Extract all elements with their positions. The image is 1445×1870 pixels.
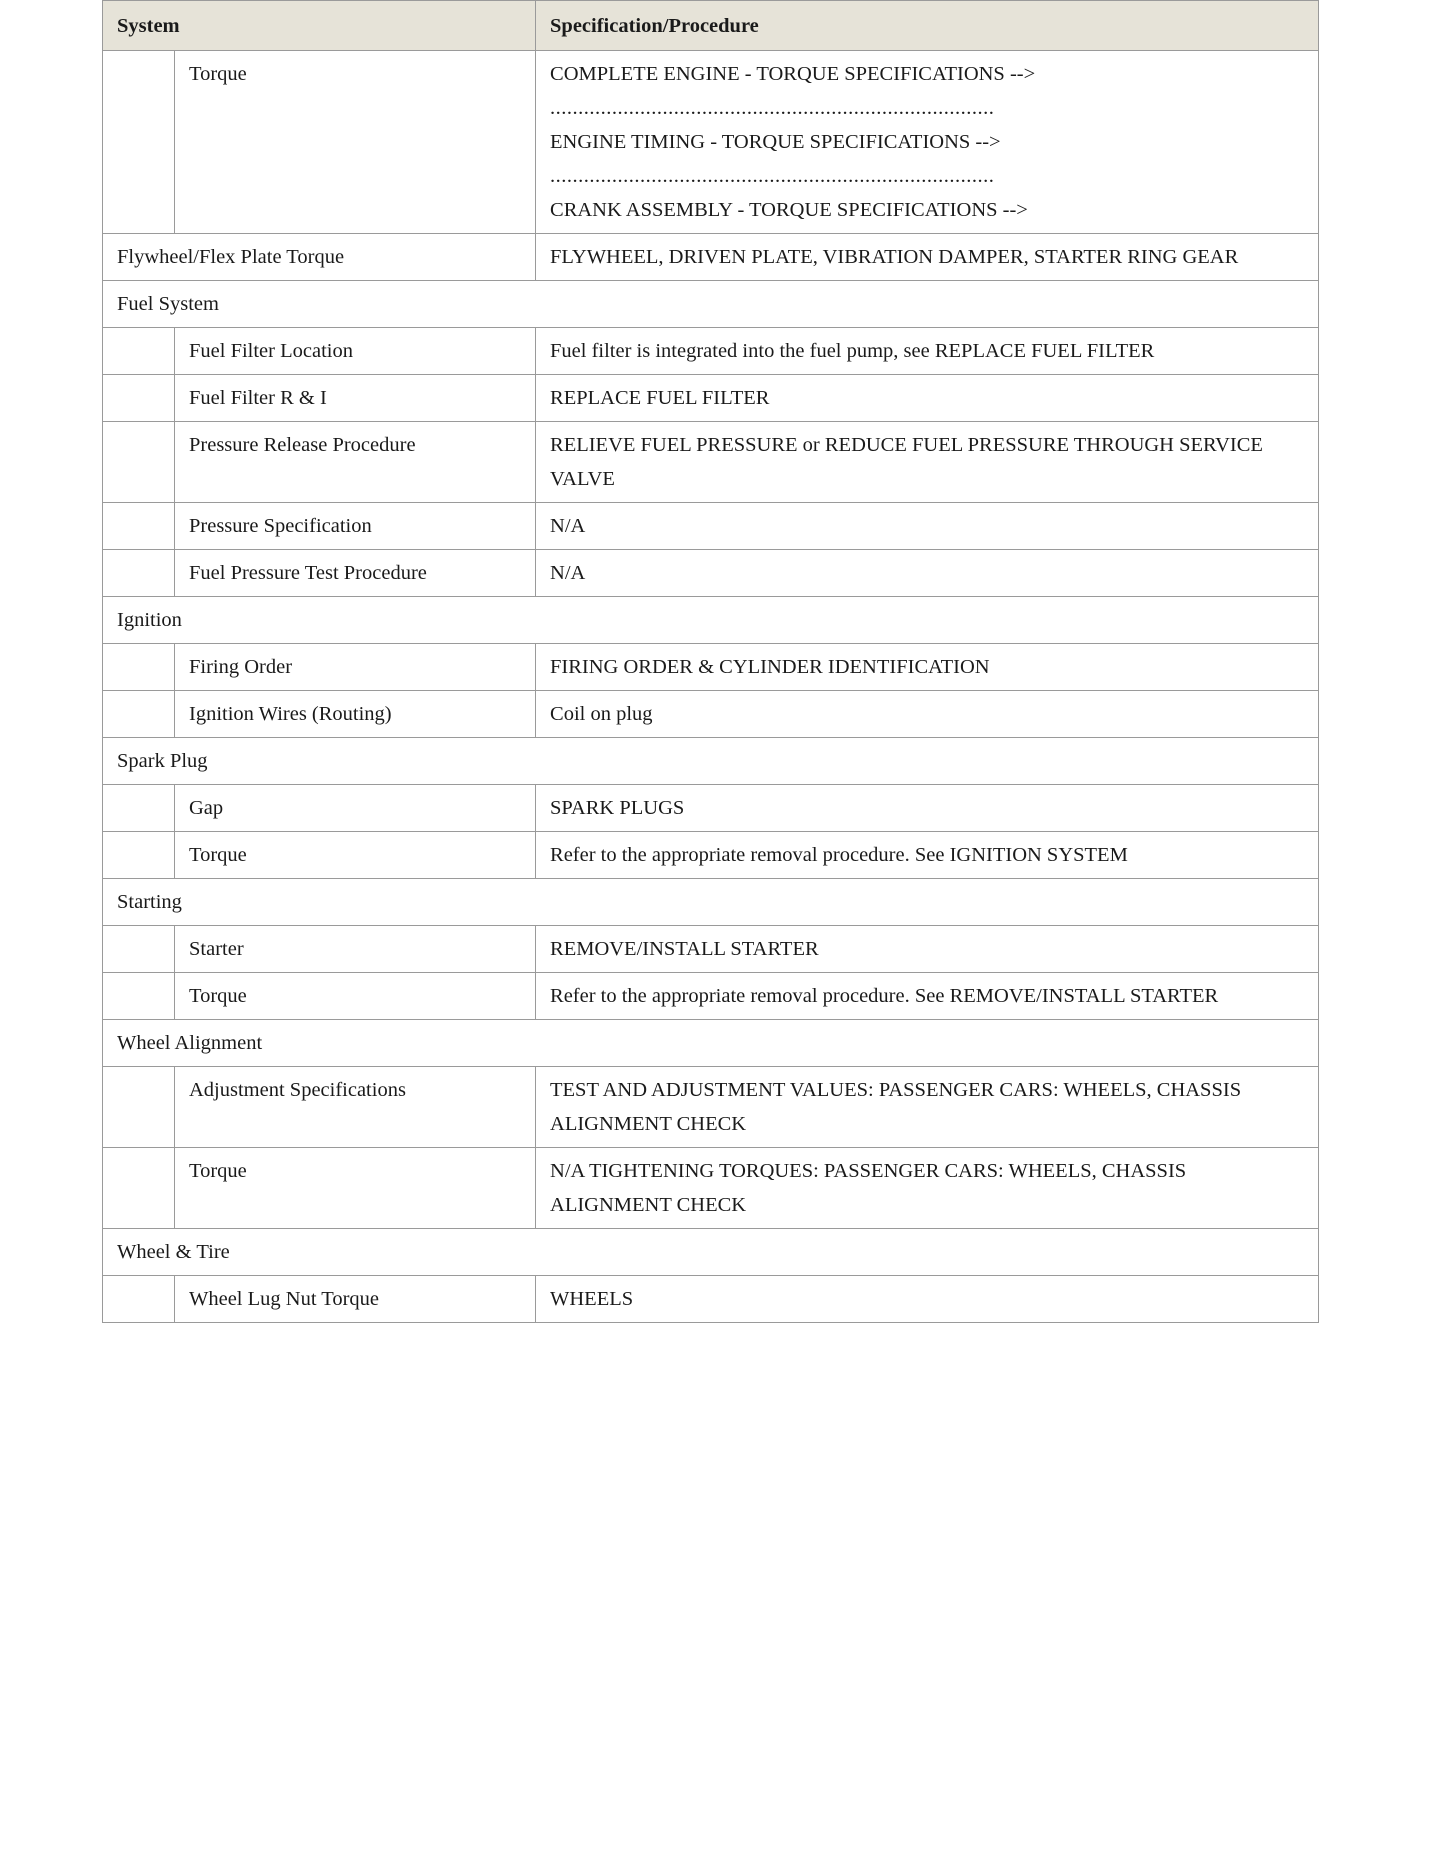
row-value[interactable]: FIRING ORDER & CYLINDER IDENTIFICATION: [536, 644, 1319, 691]
row-label: Torque: [175, 1148, 536, 1229]
table-row: [103, 503, 1319, 550]
row-value[interactable]: Fuel filter is integrated into the fuel pump, see REPLACE FUEL FILTER: [536, 328, 1319, 375]
row-value[interactable]: Refer to the appropriate removal procedure. See REMOVE/INSTALL STARTER: [536, 973, 1319, 1020]
section-title: Spark Plug: [103, 738, 1319, 785]
row-value[interactable]: SPARK PLUGS: [536, 785, 1319, 832]
spec-link[interactable]: CRANK ASSEMBLY - TORQUE SPECIFICATIONS -->: [550, 199, 1028, 221]
row-label: Torque: [175, 832, 536, 879]
row-value[interactable]: N/A TIGHTENING TORQUES: PASSENGER CARS: WHEELS, CHASSIS ALIGNMENT CHECK: [536, 1148, 1319, 1229]
header-specification: Specification/Procedure: [536, 1, 1319, 51]
row-label: Firing Order: [175, 644, 536, 691]
indent-cell: [103, 328, 175, 375]
section-title: Wheel & Tire: [103, 1229, 1319, 1276]
row-value[interactable]: Refer to the appropriate removal procedure. See IGNITION SYSTEM: [536, 832, 1319, 879]
table-row: [103, 1148, 1319, 1229]
row-label: Torque: [175, 51, 536, 234]
indent-cell: [103, 926, 175, 973]
row-label: Pressure Specification: [175, 503, 536, 550]
table-row: [103, 51, 1319, 234]
table-row: [103, 550, 1319, 597]
table-row: [103, 1276, 1319, 1323]
table-row: [103, 691, 1319, 738]
table-row: [103, 1067, 1319, 1148]
section-row: [103, 1020, 1319, 1067]
section-row: [103, 597, 1319, 644]
row-value: Coil on plug: [536, 691, 1319, 738]
spec-link[interactable]: ENGINE TIMING - TORQUE SPECIFICATIONS -->: [550, 131, 1001, 153]
row-label: Gap: [175, 785, 536, 832]
table-row: [103, 926, 1319, 973]
section-row: [103, 1229, 1319, 1276]
dot-leader: ...............................................................................: [550, 97, 995, 119]
indent-cell: [103, 973, 175, 1020]
indent-cell: [103, 422, 175, 503]
row-value[interactable]: REPLACE FUEL FILTER: [536, 375, 1319, 422]
table-row: [103, 234, 1319, 281]
row-label: Fuel Filter Location: [175, 328, 536, 375]
table-row: [103, 644, 1319, 691]
row-label: Torque: [175, 973, 536, 1020]
table-row: [103, 785, 1319, 832]
indent-cell: [103, 1067, 175, 1148]
indent-cell: [103, 785, 175, 832]
section-row: [103, 738, 1319, 785]
row-label: Wheel Lug Nut Torque: [175, 1276, 536, 1323]
row-label: Starter: [175, 926, 536, 973]
row-value[interactable]: WHEELS: [536, 1276, 1319, 1323]
section-title: Fuel System: [103, 281, 1319, 328]
row-value: N/A: [536, 503, 1319, 550]
indent-cell: [103, 691, 175, 738]
indent-cell: [103, 375, 175, 422]
header-row: [103, 1, 1319, 51]
indent-cell: [103, 503, 175, 550]
row-label: Fuel Pressure Test Procedure: [175, 550, 536, 597]
row-value[interactable]: REMOVE/INSTALL STARTER: [536, 926, 1319, 973]
section-title: Starting: [103, 879, 1319, 926]
section-row: [103, 879, 1319, 926]
row-value: N/A: [536, 550, 1319, 597]
dot-leader: ...............................................................................: [550, 165, 995, 187]
indent-cell: [103, 644, 175, 691]
row-label: Flywheel/Flex Plate Torque: [103, 234, 536, 281]
row-value[interactable]: TEST AND ADJUSTMENT VALUES: PASSENGER CARS: WHEELS, CHASSIS ALIGNMENT CHECK: [536, 1067, 1319, 1148]
indent-cell: [103, 51, 175, 234]
row-label: Adjustment Specifications: [175, 1067, 536, 1148]
indent-cell: [103, 832, 175, 879]
section-row: [103, 281, 1319, 328]
table-row: [103, 375, 1319, 422]
row-value[interactable]: FLYWHEEL, DRIVEN PLATE, VIBRATION DAMPER, STARTER RING GEAR: [536, 234, 1319, 281]
row-label: Pressure Release Procedure: [175, 422, 536, 503]
row-label: Ignition Wires (Routing): [175, 691, 536, 738]
table-row: [103, 422, 1319, 503]
indent-cell: [103, 1276, 175, 1323]
indent-cell: [103, 550, 175, 597]
indent-cell: [103, 1148, 175, 1229]
spec-link[interactable]: COMPLETE ENGINE - TORQUE SPECIFICATIONS -->: [550, 63, 1036, 85]
section-title: Wheel Alignment: [103, 1020, 1319, 1067]
row-label: Fuel Filter R & I: [175, 375, 536, 422]
section-title: Ignition: [103, 597, 1319, 644]
table-row: [103, 973, 1319, 1020]
row-value: [536, 51, 1319, 234]
table-row: [103, 328, 1319, 375]
header-system: System: [103, 1, 536, 51]
row-value[interactable]: RELIEVE FUEL PRESSURE or REDUCE FUEL PRESSURE THROUGH SERVICE VALVE: [536, 422, 1319, 503]
table-row: [103, 832, 1319, 879]
specification-table: [102, 0, 1319, 1323]
